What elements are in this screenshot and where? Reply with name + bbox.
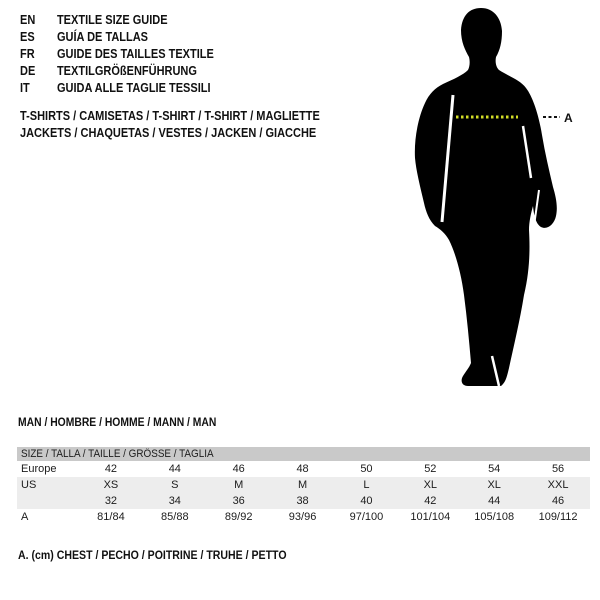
table-cell: 38 bbox=[296, 495, 309, 507]
man-silhouette-figure bbox=[390, 0, 590, 400]
table-row-us-numbers bbox=[17, 493, 590, 509]
list-item bbox=[20, 12, 214, 29]
table-cell: 50 bbox=[360, 463, 373, 475]
section-title-man: MAN / HOMBRE / HOMME / MANN / MAN bbox=[18, 417, 217, 429]
measurement-footnote: A. (cm) CHEST / PECHO / POITRINE / TRUHE / PETTO bbox=[18, 548, 287, 562]
table-cell: 109/112 bbox=[538, 511, 578, 523]
table-cell: 36 bbox=[232, 495, 245, 507]
table-cell: 81/84 bbox=[97, 511, 125, 523]
man-silhouette bbox=[415, 8, 557, 386]
table-cell: 34 bbox=[168, 495, 181, 507]
table-cell: 93/96 bbox=[288, 511, 317, 523]
list-item bbox=[20, 80, 214, 97]
table-cell: 40 bbox=[360, 495, 373, 507]
row-label: US bbox=[21, 479, 37, 491]
language-title: GUIDE DES TAILLES TEXTILE bbox=[56, 47, 214, 61]
table-cell: 32 bbox=[104, 495, 118, 507]
table-cell: 42 bbox=[104, 463, 118, 475]
table-header bbox=[17, 447, 590, 461]
table-cell: 52 bbox=[424, 463, 437, 475]
table-cell: 42 bbox=[424, 495, 437, 507]
table-cell: XL bbox=[423, 479, 438, 491]
table-cell: 48 bbox=[296, 463, 309, 475]
language-code: DE bbox=[20, 64, 36, 78]
table-cell: XL bbox=[487, 479, 501, 491]
table-cell: 46 bbox=[232, 463, 245, 475]
language-title: GUIDA ALLE TAGLIE TESSILI bbox=[56, 81, 211, 95]
category-line-jackets: JACKETS / CHAQUETAS / VESTES / JACKEN / GIACCHE bbox=[20, 126, 317, 140]
table-cell: 101/104 bbox=[410, 511, 451, 523]
table-cell: M bbox=[297, 479, 308, 491]
language-code: IT bbox=[20, 81, 30, 95]
language-code: FR bbox=[20, 47, 35, 61]
language-list bbox=[20, 12, 240, 97]
list-item bbox=[20, 29, 214, 46]
table-cell: 44 bbox=[488, 495, 501, 507]
list-item bbox=[20, 63, 214, 80]
language-title: TEXTILGRÖßENFÜHRUNG bbox=[56, 64, 197, 78]
table-cell: 44 bbox=[168, 463, 181, 475]
table-cell: 85/88 bbox=[161, 511, 189, 523]
table-cell: 54 bbox=[488, 463, 501, 475]
table-cell: 105/108 bbox=[474, 511, 515, 523]
table-header-label: SIZE / TALLA / TAILLE / GRÖSSE / TAGLIA bbox=[21, 448, 214, 460]
table-cell: 89/92 bbox=[224, 511, 253, 523]
measure-label-a: A bbox=[564, 111, 573, 125]
garment-categories bbox=[20, 108, 361, 142]
table-cell: 97/100 bbox=[349, 511, 384, 523]
list-item bbox=[20, 46, 214, 63]
table-cell: 46 bbox=[551, 495, 565, 507]
table-row-chest-cm bbox=[17, 509, 590, 525]
language-title: GUÍA DE TALLAS bbox=[56, 30, 149, 44]
table-cell: XS bbox=[103, 479, 119, 491]
row-label: Europe bbox=[21, 463, 57, 475]
table-row-europe bbox=[17, 461, 590, 477]
language-code: EN bbox=[20, 13, 36, 27]
table-cell: M bbox=[234, 479, 244, 491]
table-row-us-letters bbox=[17, 477, 590, 493]
table-cell: XXL bbox=[547, 479, 569, 491]
table-cell: L bbox=[363, 479, 370, 491]
row-label: A bbox=[21, 511, 29, 523]
language-title: TEXTILE SIZE GUIDE bbox=[56, 13, 168, 27]
category-line-tshirts: T-SHIRTS / CAMISETAS / T-SHIRT / T-SHIRT / MAGLIETTE bbox=[20, 109, 320, 123]
table-cell: S bbox=[171, 479, 179, 491]
language-code: ES bbox=[20, 30, 35, 44]
table-cell: 56 bbox=[551, 463, 565, 475]
size-table bbox=[17, 447, 590, 525]
